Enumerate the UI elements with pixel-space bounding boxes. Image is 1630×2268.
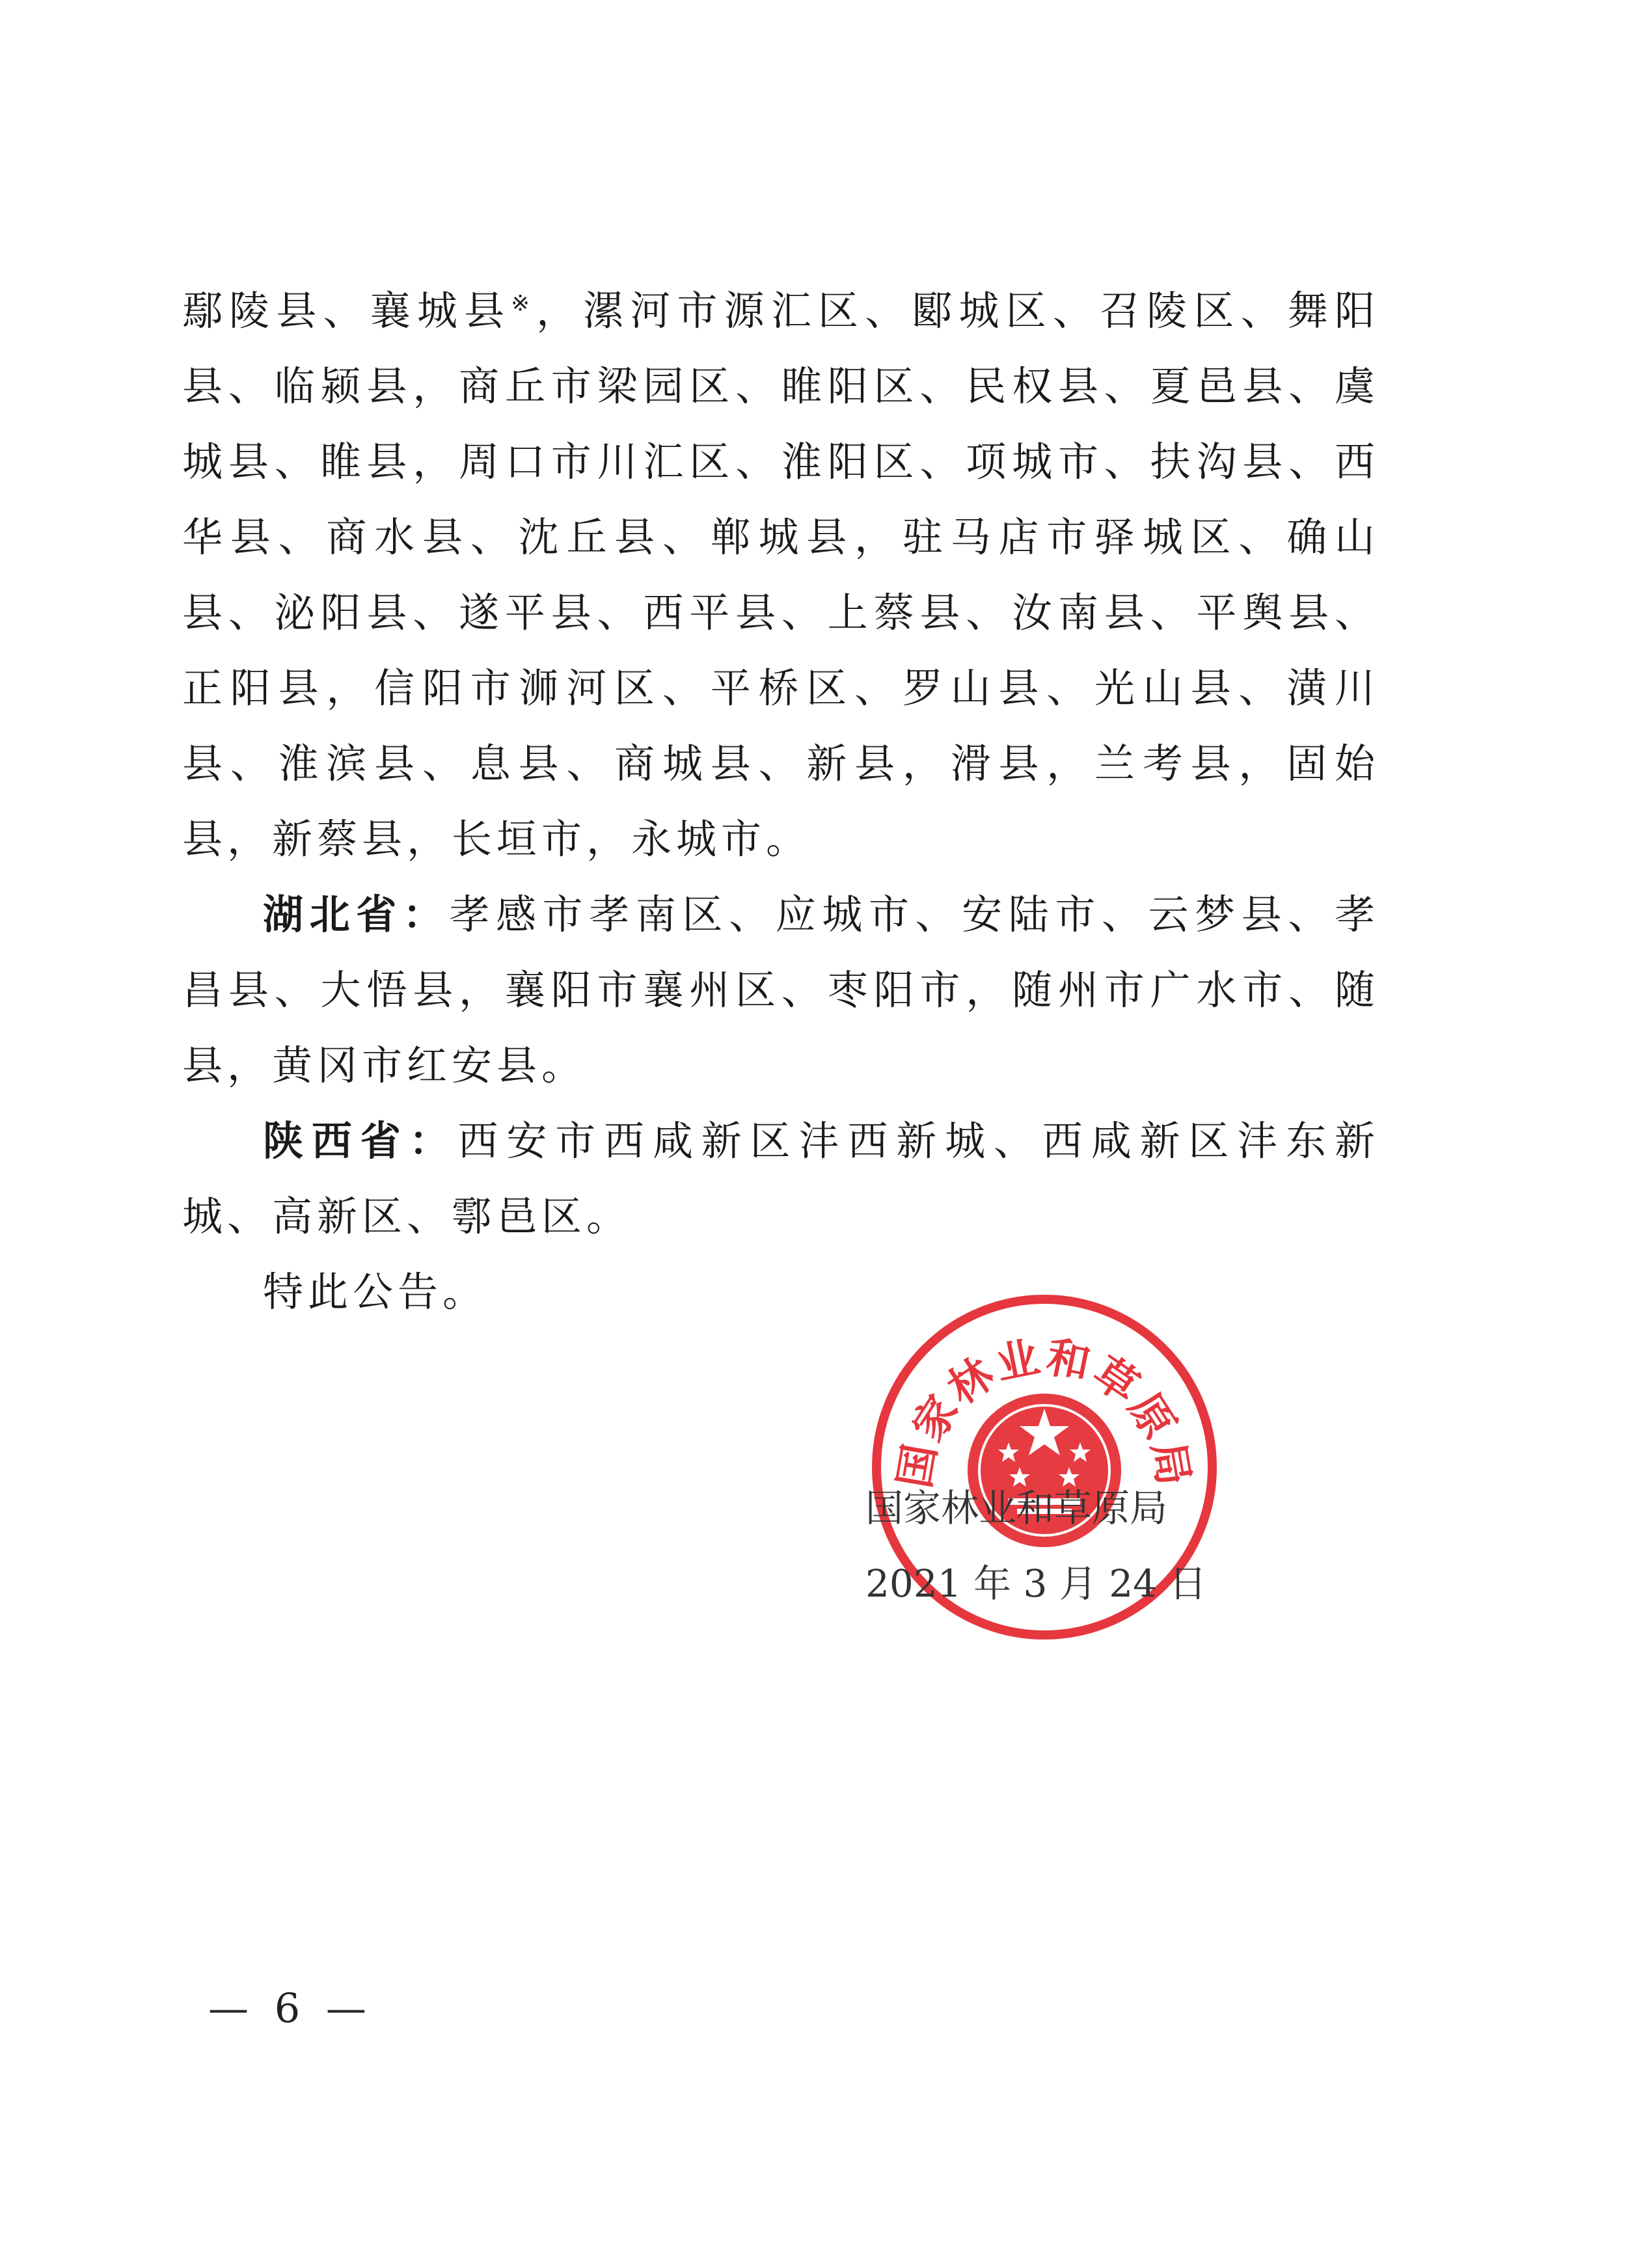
hubei-label: 湖北省： xyxy=(263,891,450,938)
document-body xyxy=(182,273,1379,1330)
shaanxi-label: 陕西省： xyxy=(263,1117,458,1165)
signing-organization: 国家林业和草原局 xyxy=(865,1486,1168,1530)
continuation-text-b: ，漯河市源汇区、郾城区、召陵区、舞阳县、临颍县，商丘市梁园区、睢阳区、民权县、夏邑县、虞城县、睢县，周口市川汇区、淮阳区、项城市、扶沟县、西华县、商水县、沈丘县、郸城县，驻马店市驿城区、确山县、泌阳县、遂平县、西平县、上蔡县、汝南县、平舆县、正阳县，信阳市浉河区、平桥区、罗山县、光山县、潢川县、淮滨县、息县、商城县、新县，滑县，兰考县，固始县，新蔡县，长垣市，永城市。 xyxy=(182,287,1379,863)
hubei-text: 孝感市孝南区、应城市、安陆市、云梦县、孝昌县、大悟县，襄阳市襄州区、枣阳市，随州市广水市、随县，黄冈市红安县。 xyxy=(182,891,1379,1089)
svg-text:国家林业和草原局: 国家林业和草原局 xyxy=(889,1331,1200,1492)
page-number: — 6 — xyxy=(208,1984,373,2032)
hubei-paragraph xyxy=(182,877,1379,1103)
signing-date: 2021 年 3 月 24 日 xyxy=(865,1561,1207,1606)
closing-paragraph: 特此公告。 xyxy=(263,1268,488,1316)
henan-continuation-paragraph xyxy=(182,273,1379,877)
footnote-mark: ※ xyxy=(511,290,536,317)
shaanxi-text: 西安市西咸新区沣西新城、西咸新区沣东新城、高新区、鄠邑区。 xyxy=(182,1117,1379,1240)
signature-block xyxy=(865,1470,1230,1621)
shaanxi-paragraph xyxy=(182,1103,1379,1254)
continuation-text-a: 鄢陵县、襄城县 xyxy=(182,287,511,334)
